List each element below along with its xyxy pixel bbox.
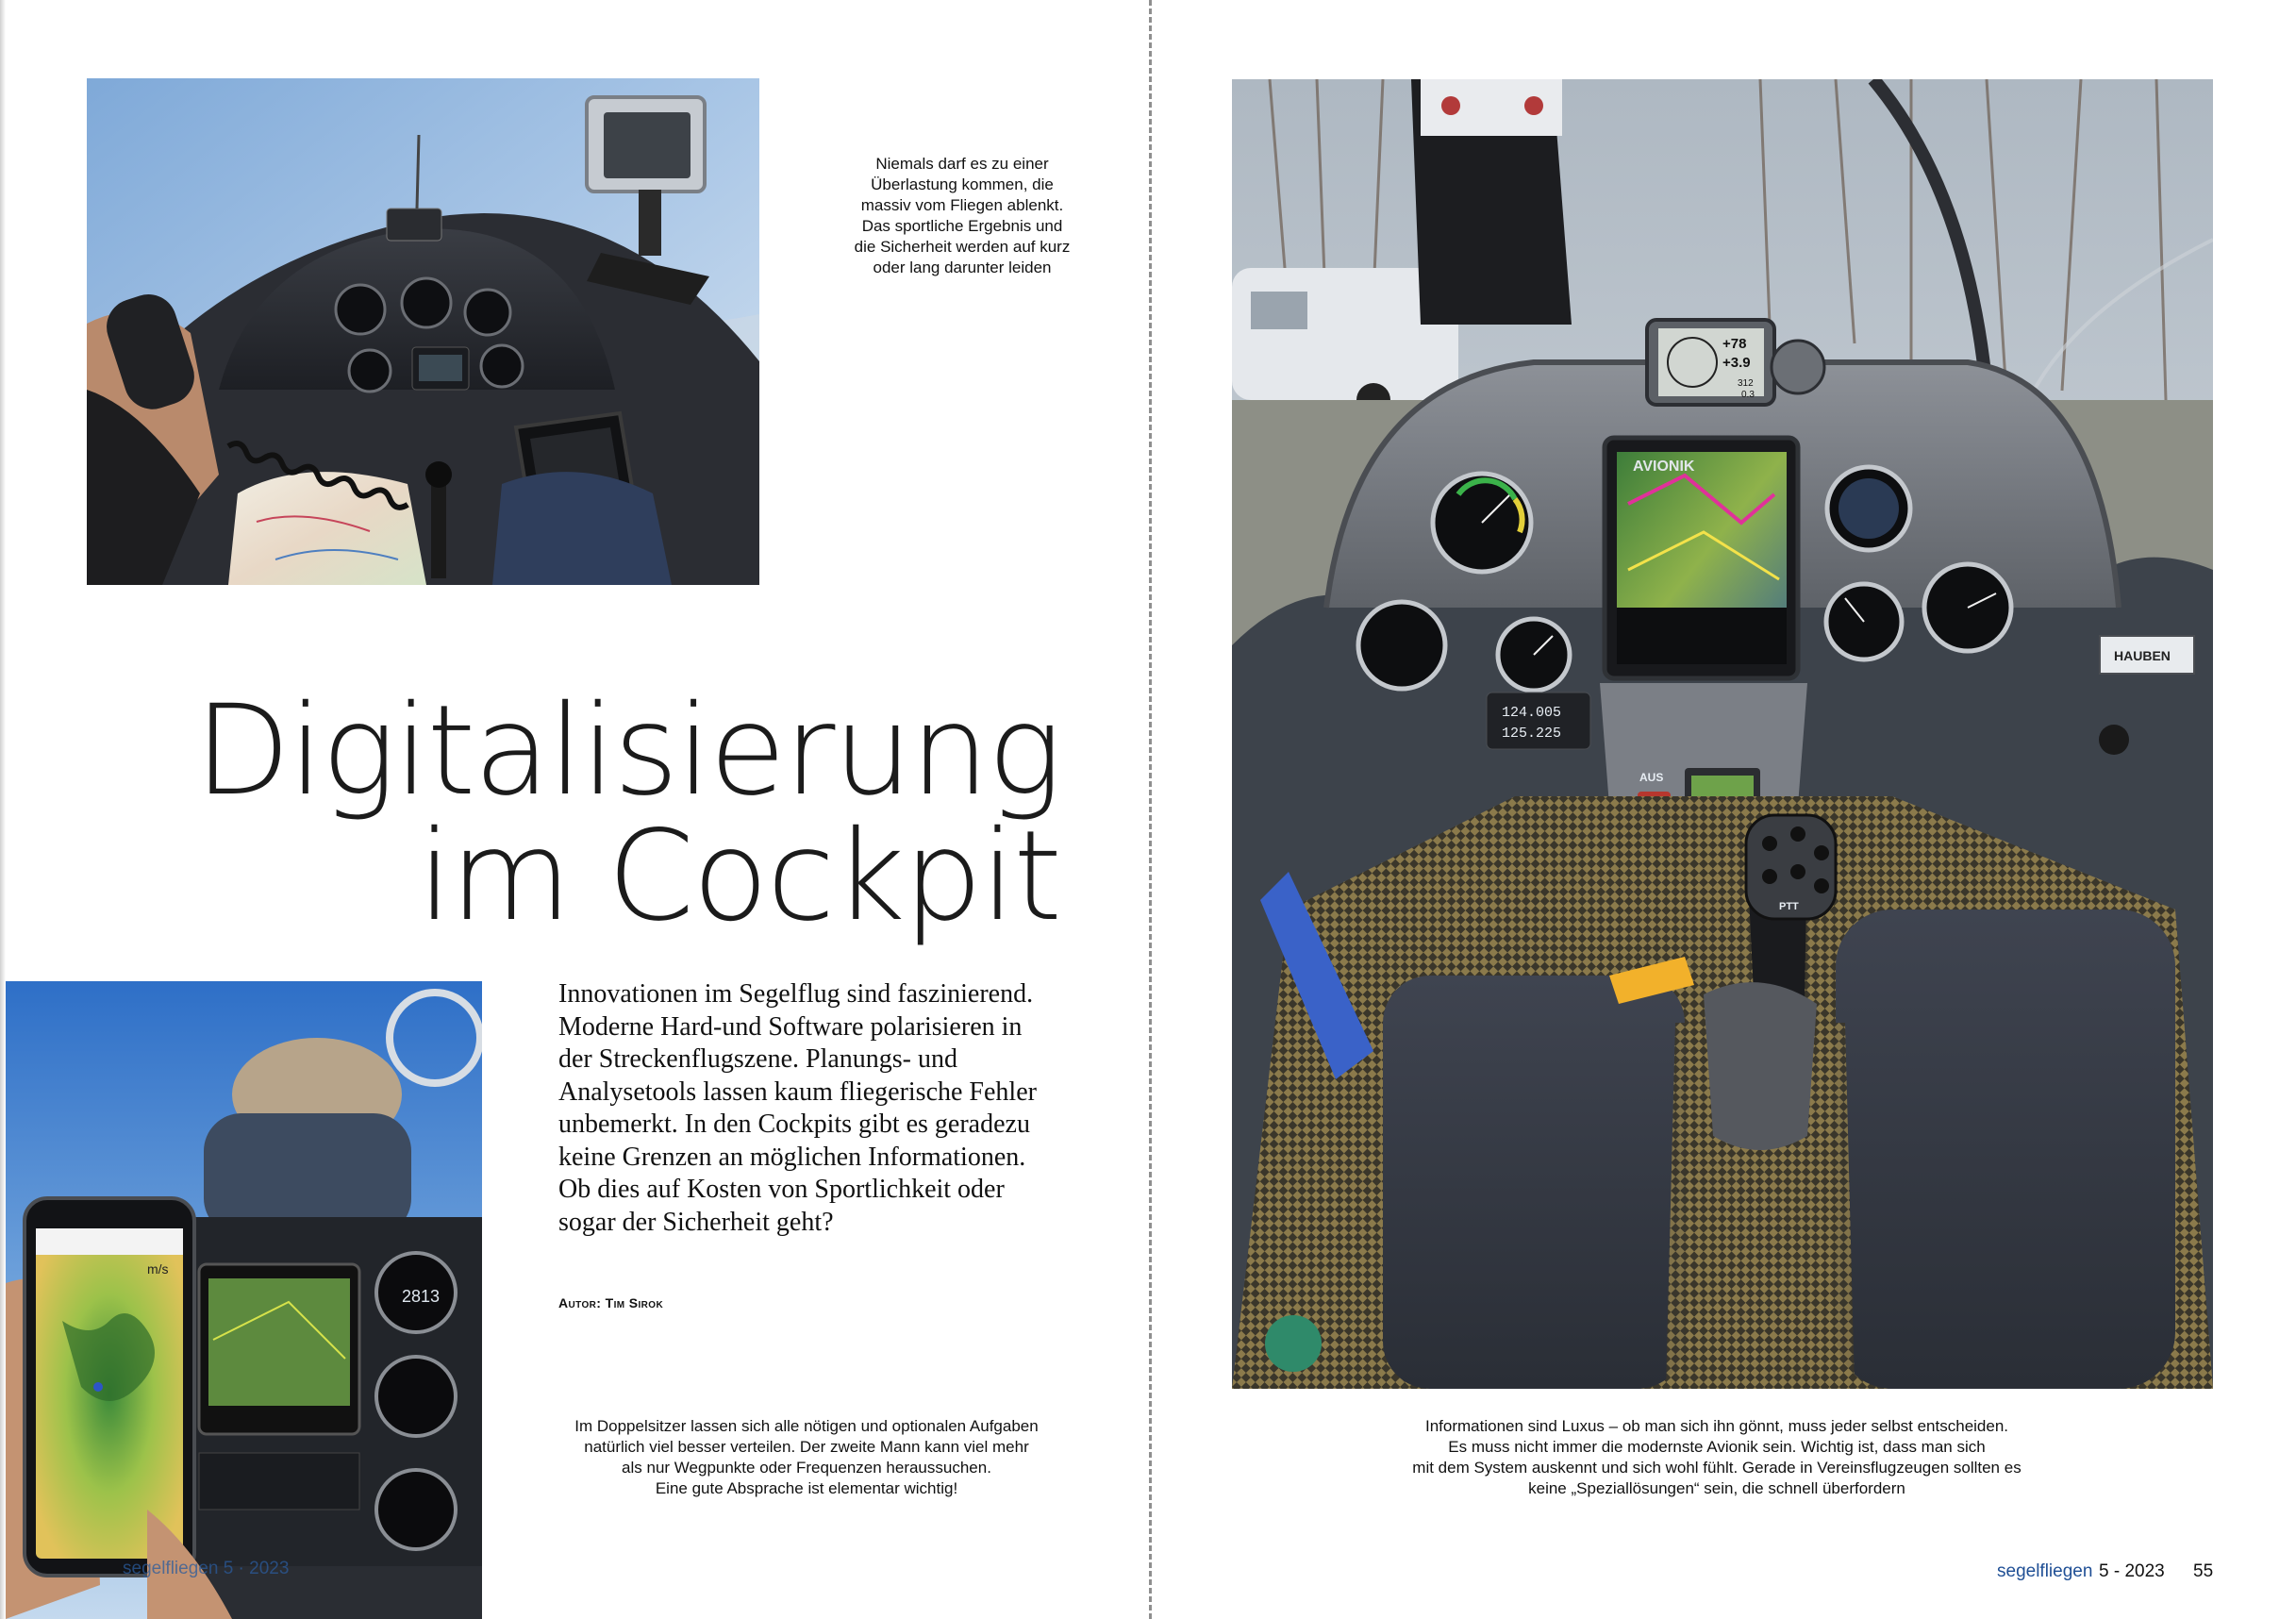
photo-avionik-panel <box>1232 79 2213 1389</box>
footer-left-brand: segelfliegen 5 · 2023 <box>123 1559 290 1578</box>
caption-line: Eine gute Absprache ist elementar wichtig! <box>655 1479 958 1497</box>
intro-line: Analysetools lassen kaum fliegerische Fehler <box>558 1077 1037 1107</box>
phone-rate-label: m/s <box>147 1261 169 1277</box>
caption-line: Niemals darf es zu einer <box>875 155 1049 173</box>
page-gutter-divider <box>1149 0 1152 1619</box>
intro-line: der Streckenflugszene. Planungs- und <box>558 1044 957 1074</box>
caption-line: als nur Wegpunkte oder Frequenzen heraussuchen. <box>622 1459 991 1477</box>
avionik-label: AVIONIK <box>1633 459 1695 475</box>
article-headline-line1: Digitalisierung <box>194 678 1060 824</box>
footer-page-number: 55 <box>2193 1561 2214 1581</box>
photo-doublesitzer-phone <box>6 981 482 1619</box>
intro-line: unbemerkt. In den Cockpits gibt es geradezu <box>558 1110 1030 1139</box>
hauben-label: HAUBEN <box>2114 648 2171 663</box>
intro-line: Ob dies auf Kosten von Sportlichkeit oder <box>558 1175 1005 1204</box>
radio-frequency: 124.005 <box>1502 705 1562 721</box>
lcd-value-312: 312 <box>1738 378 1754 389</box>
lcd-value-top: +78 <box>1722 336 1747 352</box>
caption-line: Überlastung kommen, die <box>871 175 1054 193</box>
intro-line: Innovationen im Segelflug sind faszinierend. <box>558 979 1034 1009</box>
radio-frequency-standby: 125.225 <box>1502 726 1562 742</box>
footer-issue-number: 5 - 2023 <box>2099 1561 2165 1581</box>
caption-top-photo <box>821 154 1104 278</box>
caption-line: oder lang darunter leiden <box>873 259 1052 276</box>
intro-line: Moderne Hard-und Software polarisieren in <box>558 1011 1023 1042</box>
footer-magazine-name: segelfliegen <box>1997 1561 2093 1581</box>
alt-readout: 2813 <box>402 1287 441 1306</box>
caption-line: natürlich viel besser verteilen. Der zweite Mann kann viel mehr <box>584 1438 1029 1456</box>
photo-cockpit-gopro <box>87 78 759 585</box>
intro-line: keine Grenzen an möglichen Informationen. <box>558 1142 1026 1172</box>
lcd-value-03: 0.3 <box>1741 390 1755 400</box>
caption-line: die Sicherheit werden auf kurz <box>854 238 1071 256</box>
ptt-label: PTT <box>1779 901 1799 912</box>
caption-line: Es muss nicht immer die modernste Avionik sein. Wichtig ist, dass man sich <box>1448 1438 1986 1456</box>
caption-line: Informationen sind Luxus – ob man sich ihn gönnt, muss jeder selbst entscheiden. <box>1424 1417 2009 1435</box>
article-intro <box>558 978 1073 1239</box>
caption-bottom-photo <box>552 1416 1061 1499</box>
aus-label: AUS <box>1639 771 1664 784</box>
caption-line: massiv vom Fliegen ablenkt. <box>860 196 1064 214</box>
caption-right-photo <box>1377 1416 2056 1499</box>
article-headline-line2: im Cockpit <box>417 804 1060 949</box>
caption-line: mit dem System auskennt und sich wohl fühlt. Gerade in Vereinsflugzeugen sollten es <box>1412 1459 2021 1477</box>
caption-line: keine „Speziallösungen“ sein, die schnell überfordern <box>1528 1479 1905 1497</box>
author-credit: Autor: Tim Sirok <box>558 1295 664 1310</box>
caption-line: Das sportliche Ergebnis und <box>861 217 1063 235</box>
lcd-value-mid: +3.9 <box>1722 355 1751 371</box>
intro-line: sogar der Sicherheit geht? <box>558 1207 834 1237</box>
caption-line: Im Doppelsitzer lassen sich alle nötigen und optionalen Aufgaben <box>574 1417 1039 1435</box>
